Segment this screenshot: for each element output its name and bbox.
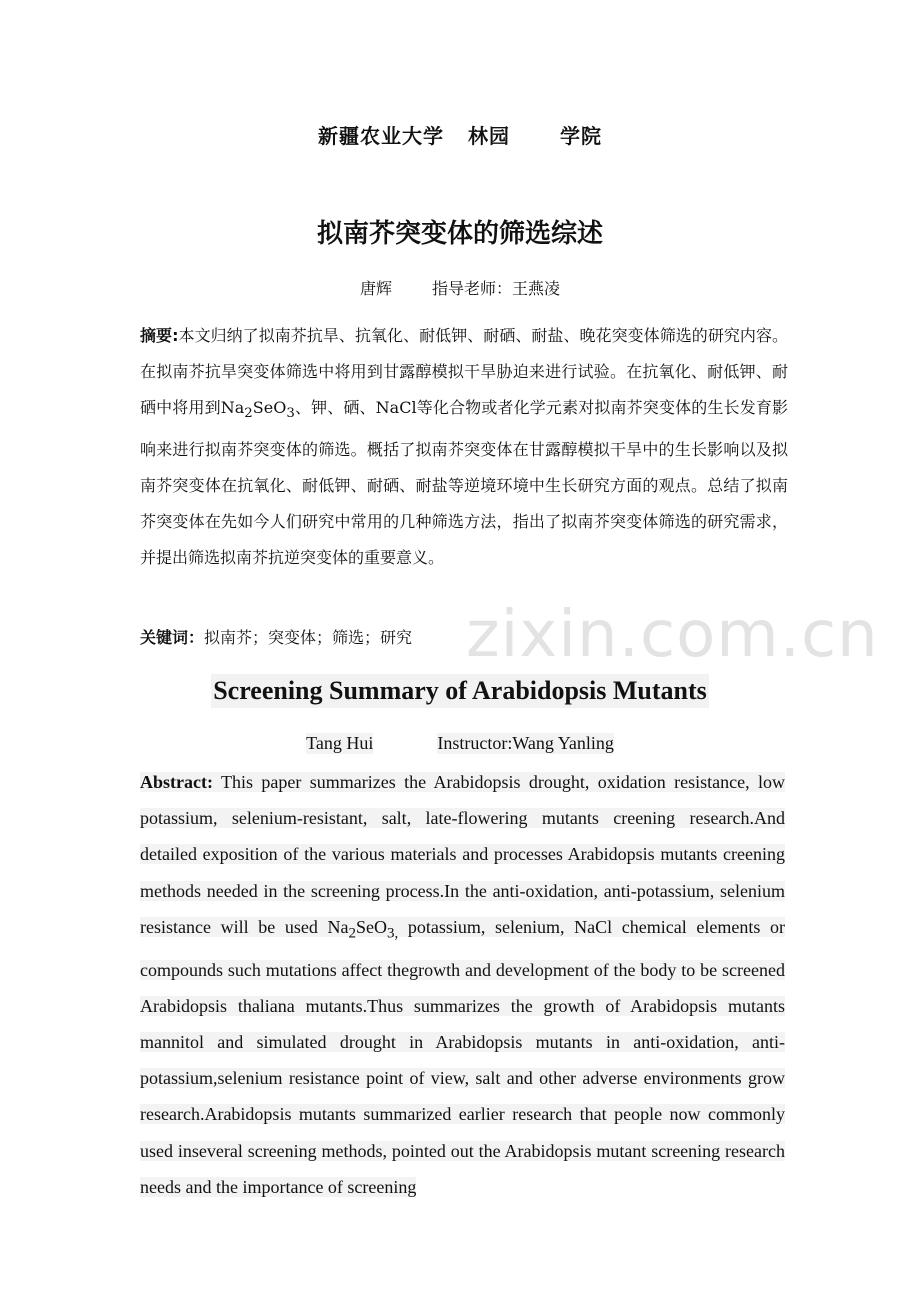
chinese-author: 唐辉 <box>359 279 392 298</box>
english-title: Screening Summary of Arabidopsis Mutants <box>211 674 709 708</box>
chinese-abstract-subscript-2: 3 <box>286 406 295 422</box>
english-abstract-subscript-1: 2 <box>348 925 356 942</box>
chinese-keywords <box>140 620 788 656</box>
english-title-line <box>0 674 920 708</box>
chinese-keywords-label: 关键词： <box>140 628 205 647</box>
institution-header <box>0 120 920 149</box>
chinese-title: 拟南芥突变体的筛选综述 <box>316 219 603 249</box>
english-advisor: Instructor:Wang Yanling <box>437 733 614 753</box>
chinese-abstract <box>140 318 788 576</box>
english-abstract-formula: SeO <box>356 916 387 937</box>
english-abstract-label: Abstract: <box>140 772 213 792</box>
chinese-abstract-formula: SeO <box>252 398 287 417</box>
english-abstract-text-1: This paper summarizes the Arabidopsis drought, oxidation resistance, low potassium, selenium-resistant, salt, late-flowering mutants creening research.And detailed exposition of the various materials and processes Arabidopsis mutants creening methods needed in the screening process.In the anti-oxidation, anti-potassium, selenium resistance will be used Na <box>140 772 785 937</box>
english-abstract-subscript-2: 3, <box>387 925 399 942</box>
english-author-line <box>0 733 920 754</box>
english-author: Tang Hui <box>306 733 374 753</box>
chinese-author-line <box>0 276 920 299</box>
chinese-abstract-text-2: 、钾、硒、NaCl等化合物或者化学元素对拟南芥突变体的生长发育影响来进行拟南芥突变体的筛选。概括了拟南芥突变体在甘露醇模拟干旱中的生长影响以及拟南芥突变体在抗氧化、耐低钾、耐硒、耐盐等逆境环境中生长研究方面的观点。总结了拟南芥突变体在先如今人们研究中常用的几种筛选方法，指出了拟南芥突变体筛选的研究需求，并提出筛选拟南芥抗逆突变体的重要意义。 <box>140 398 788 568</box>
chinese-abstract-subscript-1: 2 <box>244 406 253 422</box>
site-watermark: zixin.com.cn <box>466 598 879 672</box>
chinese-advisor: 指导老师：王燕凌 <box>432 279 561 298</box>
department-name-part2: 学院 <box>560 124 602 148</box>
chinese-keywords-text: 拟南芥；突变体；筛选；研究 <box>204 628 413 647</box>
english-abstract-text-2: potassium, selenium, NaCl chemical elements or compounds such mutations affect thegrowth and development of the body to be screened Arabidopsis thaliana mutants.Thus summarizes the growth of Arabidopsis mutants mannitol and simulated drought in Arabidopsis mutants in anti-oxidation, anti-potassium,selenium resistance point of view, salt and other adverse environments grow research.Arabidopsis mutants summarized earlier research that people now commonly used inseveral screening methods, pointed out the Arabidopsis mutant screening research needs and the importance of screening <box>140 916 785 1197</box>
chinese-abstract-text-1: 本文归纳了拟南芥抗旱、抗氧化、耐低钾、耐硒、耐盐、晚花突变体筛选的研究内容。在拟南芥抗旱突变体筛选中将用到甘露醇模拟干旱胁迫来进行试验。在抗氧化、耐低钾、耐硒中将用到Na <box>140 326 788 417</box>
department-name-part1: 林园 <box>468 124 510 148</box>
english-abstract <box>140 764 785 1205</box>
chinese-abstract-label: 摘要: <box>140 326 179 345</box>
university-name: 新疆农业大学 <box>318 124 444 148</box>
